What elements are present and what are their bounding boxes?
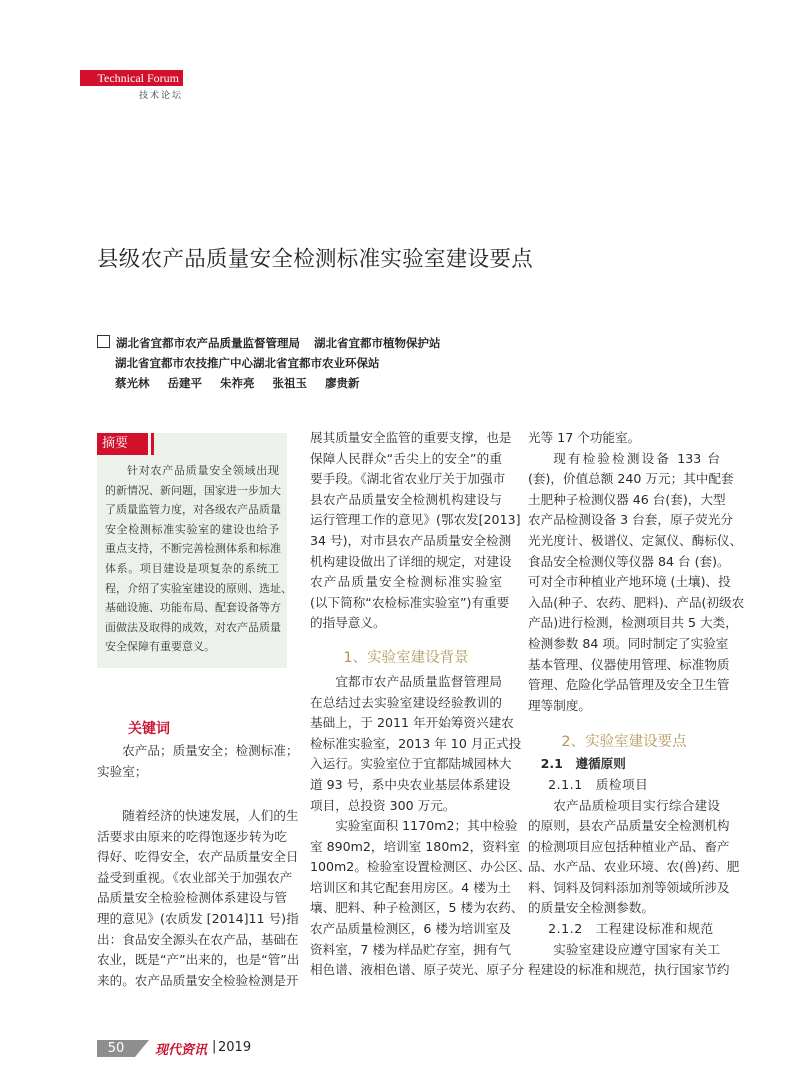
text-line: 入品(种子、农药、肥料)、产品(初级农: [528, 594, 745, 610]
paragraph: [528, 428, 720, 449]
text-line: 的原则，县农产品质量安全检测机构: [528, 818, 730, 834]
text-line: 光等 17 个功能室。: [528, 430, 641, 445]
text-line: 室 890m2，培训室 180m2，资料室: [310, 838, 520, 854]
text-line: 农产品质量安全检测标准实验室: [310, 574, 502, 590]
author: 朱祚亮: [220, 376, 255, 390]
text-line: 基本管理、仪器使用管理、标准物质: [528, 656, 730, 672]
text-line: 品质量安全检验检测体系建设与管: [97, 890, 287, 906]
text-line: 现有检验检测设备 133 台: [553, 450, 720, 466]
text-line: 展其质量安全监管的重要支撑，也是: [310, 430, 512, 445]
paragraph: [528, 796, 740, 920]
paragraph: [310, 428, 521, 634]
text-line: 农产品检测设备 3 台套，原子荧光分: [528, 512, 733, 528]
text-line: 食品安全检测仪等仪器 84 台 (套)。: [528, 553, 730, 569]
text-line: (套)，价值总额 240 万元；其中配套: [528, 471, 734, 487]
intro-paragraph: [97, 806, 300, 991]
section-title-cn: 技术论坛: [138, 91, 183, 101]
author: 廖贵新: [325, 376, 360, 390]
authors: [97, 373, 441, 393]
subheading-2-1: 2.1 遵循原则: [540, 756, 626, 772]
checkbox-square-icon: [97, 335, 110, 348]
text-line: 理等制度。: [528, 697, 591, 713]
affiliation-1: 湖北省宜都市农产品质量监督管理局: [116, 336, 300, 350]
middle-column: [310, 428, 531, 981]
text-line: 程建设的标准和规范，执行国家节约: [528, 962, 730, 978]
text-line: 在总结过去实验室建设经验教训的: [310, 694, 502, 710]
text-line: (以下简称“农检标准实验室”)有重要: [310, 594, 510, 610]
text-line: 农产品质检项目实行综合建设: [553, 797, 720, 813]
text-line: 来的。农产品质量安全检验检测是开: [97, 972, 299, 988]
text-line: 机构建设做出了详细的规定，对建设: [310, 553, 512, 569]
text-line: 活要求由原来的吃得饱逐步转为吃: [97, 828, 287, 844]
issue-year: 2019: [218, 1040, 252, 1055]
text-line: 管理、危险化学品管理及安全卫生管: [528, 677, 730, 693]
section-heading-1: 1、实验室建设背景: [343, 649, 469, 666]
text-line: 品、水产品、农业环境、农(兽)药、肥: [528, 859, 740, 875]
text-line: 壤、肥料、种子检测区，5 楼为农药、: [310, 900, 524, 916]
text-line: 随着经济的快速发展，人们的生: [122, 808, 299, 823]
text-line: 农业，既是“产”出来的，也是“管”出: [97, 952, 300, 968]
text-line: 的检测项目应包括种植业产品、畜产: [528, 838, 730, 854]
text-line: 要手段。《湖北省农业厅关于加强市: [310, 471, 506, 487]
keywords-text: [97, 741, 299, 782]
text-line: 重点支持，不断完善检测体系和标准: [105, 542, 281, 556]
text-line: 理的意见》(农质发 [2014]11 号)指: [97, 910, 299, 926]
text-line: 料、饲料及饲料添加剂等领域所涉及: [528, 879, 730, 895]
text-line: 道 93 号，系中央农业基层体系建设: [310, 776, 511, 792]
section-title-en: Technical Forum: [97, 71, 179, 85]
text-line: 培训区和其它配套用房区。4 楼为土: [310, 879, 511, 895]
abstract-label: 摘要: [97, 433, 148, 455]
text-line: 针对农产品质量安全领域出现: [127, 464, 279, 477]
text-line: 项目，总投资 300 万元。: [310, 797, 456, 813]
subheading-2-1-1: 2.1.1 质检项目: [548, 776, 649, 792]
text-line: 程，介绍了实验室建设的原则、选址、: [105, 581, 292, 595]
text-line: 的新情况、新问题，国家进一步加大: [105, 483, 281, 497]
text-line: 体系。项目建设是项复杂的系统工: [105, 561, 279, 575]
text-line: 土肥种子检测仪器 46 台(套)，大型: [528, 491, 726, 507]
author: 岳建平: [167, 376, 203, 390]
subheading-2-1-2: 2.1.2 工程建设标准和规范: [548, 921, 714, 937]
text-line: 检测参数 84 项。同时制定了实验室: [528, 635, 729, 651]
author: 张祖玉: [272, 376, 308, 390]
footer-separator: |: [212, 1039, 217, 1054]
magazine-logo: 现代资讯: [155, 1043, 208, 1058]
text-line: 实验室建设应遵守国家有关工: [553, 941, 720, 957]
text-line: 农产品质量检测区，6 楼为培训室及: [310, 921, 511, 937]
author: 蔡光林: [115, 376, 150, 390]
affiliation-2: 湖北省宜都市植物保护站: [314, 336, 441, 350]
text-line: 了质量监管力度，对各级农产品质量: [105, 503, 281, 517]
text-line: 入运行。实验室位于宜都陆城园林大: [310, 756, 512, 772]
text-line: 县农产品质量安全检测机构建设与: [310, 491, 502, 507]
article-title: 县级农产品质量安全检测标准实验室建设要点: [97, 247, 534, 272]
paragraph: [528, 449, 745, 717]
section-heading-2: 2、实验室建设要点: [561, 734, 687, 751]
text-line: 安全保障有重要意义。: [105, 640, 215, 654]
abstract-text: [105, 461, 292, 657]
paragraph: [310, 672, 522, 816]
paragraph: [310, 816, 531, 981]
text-line: 100m2。检验室设置检测区、办公区、: [310, 859, 531, 875]
paragraph: [528, 940, 730, 981]
text-line: 检标准实验室，2013 年 10 月正式投: [310, 735, 522, 751]
right-column: [528, 428, 745, 981]
section-banner: [80, 70, 183, 86]
text-line: 34 号)，对市县农产品质量安全检测: [310, 532, 512, 548]
abstract-label-bar: [151, 433, 154, 455]
text-line: 相色谱、液相色谱、原子荧光、原子分: [310, 962, 525, 978]
text-line: 宜都市农产品质量监督管理局: [335, 673, 502, 689]
keywords-heading: 关键词: [128, 721, 170, 737]
text-line: 光光度计、极谱仪、定氮仪、酶标仪、: [528, 532, 743, 548]
text-line: 农产品；质量安全；检测标准；: [122, 743, 299, 758]
text-line: 基础设施、功能布局、配套设备等方: [105, 601, 281, 615]
text-line: 出：食品安全源头在农产品，基础在: [97, 931, 299, 947]
text-line: 产品)进行检测，检测项目共 5 大类，: [528, 615, 738, 631]
text-line: 基础上，于 2011 年开始筹资兴建农: [310, 715, 514, 731]
text-line: 可对全市种植业产地环境 (土壤)、投: [528, 574, 731, 590]
text-line: 的指导意义。: [310, 615, 386, 631]
text-line: 安全检测标准实验室的建设也给予: [105, 522, 279, 536]
text-line: 得好、吃得安全，农产品质量安全日: [97, 849, 299, 865]
text-line: 实验室面积 1170m2；其中检验: [335, 818, 518, 834]
text-line: 实验室；: [97, 763, 148, 779]
page-number: 50: [97, 1040, 135, 1057]
text-line: 的质量安全检测参数。: [528, 900, 654, 916]
page-number-tab-icon: [135, 1040, 149, 1057]
text-line: 益受到重视。《农业部关于加强农产: [97, 869, 293, 885]
abstract-box: [97, 433, 292, 668]
text-line: 运行管理工作的意见》(鄂农发[2013]: [310, 512, 521, 528]
text-line: 资料室，7 楼为样品贮存室，拥有气: [310, 941, 511, 957]
text-line: 面做法及取得的成效，对农产品质量: [105, 620, 281, 634]
affiliations: [97, 333, 441, 393]
affiliation-3: 湖北省宜都市农技推广中心湖北省宜都市农业环保站: [115, 356, 380, 370]
text-line: 保障人民群众“舌尖上的安全”的重: [310, 450, 502, 466]
